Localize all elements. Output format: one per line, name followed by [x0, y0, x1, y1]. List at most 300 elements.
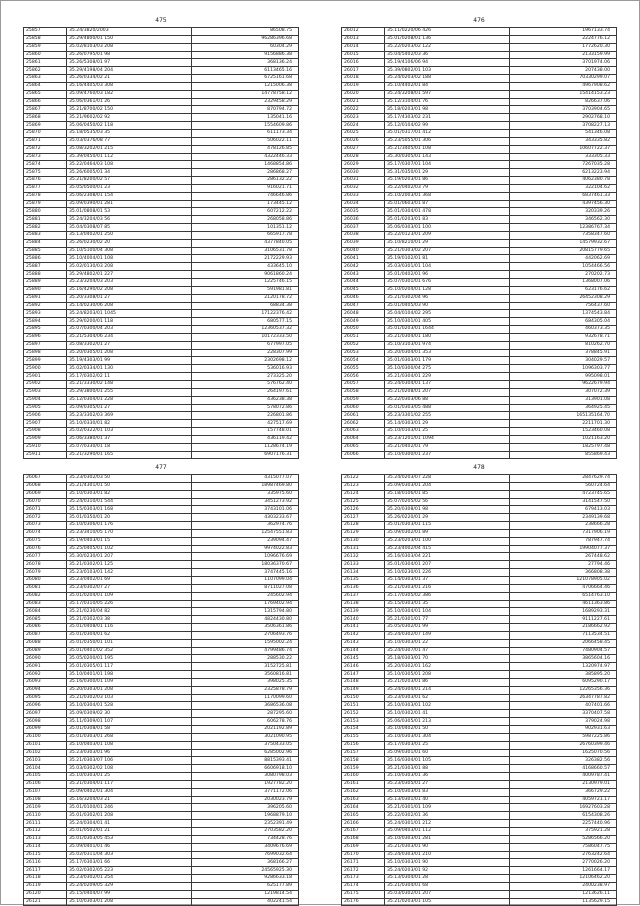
reference-code: 35.15/0303/01 35: [385, 600, 510, 608]
reference-code: 35.01/0402/01 96: [385, 271, 510, 279]
amount: 2133159.99: [510, 51, 617, 59]
entry-number: 26097: [24, 710, 67, 718]
entry-number: 25885: [24, 247, 67, 255]
table-row: [342, 67, 617, 75]
reference-code: 35.16/0300/01 109: [67, 678, 192, 686]
amount: 307072.39: [510, 388, 617, 396]
reference-code: 35.01/0502/01 21: [67, 827, 192, 835]
amount: 2847629.74: [510, 475, 617, 483]
amount: 268058.86: [192, 216, 299, 224]
entry-number: 26031: [342, 177, 385, 185]
table-row: [24, 475, 299, 483]
table-row: [342, 506, 617, 514]
amount: 2902768.10: [510, 114, 617, 122]
amount: 1968879.10: [192, 812, 299, 820]
entry-number: 26166: [342, 820, 385, 828]
table-row: [24, 443, 299, 451]
amount: 6837461.33: [510, 192, 617, 200]
register-table: [341, 474, 617, 906]
entry-number: 26013: [342, 35, 385, 43]
entry-number: 26158: [342, 757, 385, 765]
table-row: [342, 804, 617, 812]
amount: 6285002.96: [192, 749, 299, 757]
amount: 335975.60: [192, 490, 299, 498]
amount: 3141547.50: [510, 498, 617, 506]
table-row: [342, 600, 617, 608]
table-row: [342, 388, 617, 396]
reference-code: 35.21/3290/01 165: [67, 451, 192, 459]
amount: 2349139.68: [510, 514, 617, 522]
amount: 9974022.83: [192, 545, 299, 553]
reference-code: 35.10/0303/01 281: [385, 835, 510, 843]
reference-code: 35.21/5304/06 234: [67, 333, 192, 341]
reference-code: 35.06/0303/01 100: [385, 224, 510, 232]
table-row: [24, 145, 299, 153]
reference-code: 35.05/0302/01 99: [385, 624, 510, 632]
reference-code: 35.08/3202/01 215: [67, 145, 192, 153]
reference-code: 35.03/0302/02 108: [67, 765, 192, 773]
entry-number: 26036: [342, 216, 385, 224]
entry-number: 26046: [342, 294, 385, 302]
reference-code: 35.01/0204/01 109: [67, 592, 192, 600]
reference-code: 35.22/0123/01 209: [385, 231, 510, 239]
table-row: [342, 475, 617, 483]
amount: 4967908.62: [510, 82, 617, 90]
entry-number: 25896: [24, 333, 67, 341]
entry-number: 25903: [24, 388, 67, 396]
amount: 1772620.30: [510, 43, 617, 51]
amount: 1825797.48: [510, 443, 617, 451]
reference-code: 35.26/6005/01 34: [67, 169, 192, 177]
reference-code: 35.01/0302/01 208: [67, 812, 192, 820]
table-row: [24, 616, 299, 624]
table-row: [24, 396, 299, 404]
entry-number: 26068: [24, 482, 67, 490]
reference-code: 35.06/2308/01 154: [67, 192, 192, 200]
register-page-top-right: [341, 15, 617, 459]
table-row: [24, 522, 299, 530]
table-row: [24, 882, 299, 890]
reference-code: 35.12/0104/02 99: [385, 122, 510, 130]
table-row: [24, 67, 299, 75]
amount: 4168660.57: [510, 765, 617, 773]
table-row: [342, 726, 617, 734]
table-row: [342, 663, 617, 671]
table-row: [24, 98, 299, 106]
amount: 2021192.89: [192, 726, 299, 734]
entry-number: 26159: [342, 765, 385, 773]
reference-code: 35.08/3302/01 27: [67, 341, 192, 349]
amount: 2763242.64: [510, 851, 617, 859]
entry-number: 26133: [342, 561, 385, 569]
entry-number: 26129: [342, 529, 385, 537]
entry-number: 26075: [24, 537, 67, 545]
reference-code: 35.01/0203/01 83: [385, 216, 510, 224]
amount: 1213626.11: [510, 890, 617, 898]
table-row: [24, 404, 299, 412]
reference-code: 35.10/8210/01 29: [385, 239, 510, 247]
reference-code: 35.11/0220/06 426: [385, 28, 510, 36]
table-row: [24, 639, 299, 647]
reference-code: 35.01/0308/01 58: [67, 726, 192, 734]
amount: 14579932.67: [510, 239, 617, 247]
table-row: [342, 780, 617, 788]
table-row: [24, 286, 299, 294]
reference-code: 35.29/4198/04 204: [67, 67, 192, 75]
entry-number: 26148: [342, 678, 385, 686]
table-row: [342, 373, 617, 381]
table-row: [342, 129, 617, 137]
reference-code: 35.02/8103/03 208: [67, 43, 192, 51]
amount: 7480904.57: [510, 647, 617, 655]
table-row: [342, 208, 617, 216]
entry-number: 26014: [342, 43, 385, 51]
entry-number: 26095: [24, 694, 67, 702]
amount: 9111227.61: [510, 616, 617, 624]
amount: 3701974.06: [510, 59, 617, 67]
reference-code: 35.07/0300/04 203: [67, 326, 192, 334]
table-row: [342, 639, 617, 647]
table-row: [24, 624, 299, 632]
reference-code: 35.24/0203/02 188: [385, 75, 510, 83]
reference-code: 35.24/0304/01 41: [67, 820, 192, 828]
entry-number: 26073: [24, 522, 67, 530]
reference-code: 35.20/0303/01 208: [67, 686, 192, 694]
reference-code: 35.01/0350/01 20: [67, 514, 192, 522]
table-row: [342, 341, 617, 349]
table-row: [342, 396, 617, 404]
reference-code: 35.01/0303/05 488: [385, 404, 510, 412]
entry-number: 26136: [342, 584, 385, 592]
reference-code: 35.10/0401/01 198: [67, 671, 192, 679]
entry-number: 26043: [342, 271, 385, 279]
amount: 4315077.07: [192, 475, 299, 483]
table-row: [342, 318, 617, 326]
amount: 286868.27: [192, 169, 299, 177]
amount: 7586047.75: [510, 843, 617, 851]
reference-code: 35.10/0303/01 102: [385, 702, 510, 710]
entry-number: 26049: [342, 318, 385, 326]
table-row: [24, 733, 299, 741]
entry-number: 25905: [24, 404, 67, 412]
table-row: [342, 90, 617, 98]
entry-number: 25901: [24, 373, 67, 381]
table-row: [342, 694, 617, 702]
reference-code: 35.21/0203/01 105: [385, 898, 510, 906]
table-row: [24, 333, 299, 341]
reference-code: 35.29/3800/01 255: [67, 388, 192, 396]
reference-code: 35.39/0802/01 103: [385, 67, 510, 75]
table-row: [342, 365, 617, 373]
amount: 1368007.06: [510, 279, 617, 287]
amount: 273325.20: [192, 373, 299, 381]
table-row: [24, 569, 299, 577]
reference-code: 35.13/0402/01 250: [67, 231, 192, 239]
amount: 6213223.94: [510, 169, 617, 177]
table-row: [342, 380, 617, 388]
amount: 12360537.32: [192, 326, 299, 334]
entry-number: 26145: [342, 655, 385, 663]
reference-code: 35.20/0302/01 162: [385, 663, 510, 671]
reference-code: 35.17/0310/05 226: [67, 600, 192, 608]
reference-code: 35.10/2003/01 368: [385, 192, 510, 200]
amount: 8711027.08: [192, 584, 299, 592]
amount: 2130979.01: [510, 780, 617, 788]
amount: 625177.89: [192, 882, 299, 890]
entry-number: 26048: [342, 310, 385, 318]
table-row: [342, 757, 617, 765]
amount: 226801.86: [192, 412, 299, 420]
reference-code: 35.02/0334/01 130: [67, 365, 192, 373]
amount: 322104.62: [510, 184, 617, 192]
reference-code: 35.10/0305/01 208: [385, 671, 510, 679]
reference-code: 35.23/0203/01 100: [385, 537, 510, 545]
entry-number: 26138: [342, 600, 385, 608]
entry-number: 26062: [342, 420, 385, 428]
amount: 173445.12: [192, 200, 299, 208]
amount: 12547551.83: [192, 529, 299, 537]
table-row: [24, 780, 299, 788]
reference-code: 35.21/0304/01 180: [385, 333, 510, 341]
reference-code: 35.10/0204/01 128: [385, 286, 510, 294]
amount: 343335.82: [510, 137, 617, 145]
amount: 366729.22: [510, 788, 617, 796]
table-row: [342, 561, 617, 569]
amount: 333305.33: [510, 153, 617, 161]
entry-number: 25900: [24, 365, 67, 373]
reference-code: 35.26/0220/01 29: [385, 514, 510, 522]
amount: 96286396.68: [192, 35, 299, 43]
amount: 4706664.46: [510, 584, 617, 592]
amount: 18987469.80: [192, 482, 299, 490]
reference-code: 35.14/0230/06 208: [67, 302, 192, 310]
entry-number: 26131: [342, 545, 385, 553]
amount: 576762.40: [192, 380, 299, 388]
entry-number: 25873: [24, 153, 67, 161]
reference-code: 35.10/0303/01 22: [385, 639, 510, 647]
entry-number: 26106: [24, 780, 67, 788]
reference-code: 35.16/0304/01 105: [385, 757, 510, 765]
entry-number: 26172: [342, 867, 385, 875]
reference-code: 35.13/0304/01 28: [385, 875, 510, 883]
entry-number: 25902: [24, 380, 67, 388]
amount: 6154308.26: [510, 812, 617, 820]
table-row: [342, 569, 617, 577]
entry-number: 26107: [24, 788, 67, 796]
table-row: [24, 373, 299, 381]
table-row: [342, 310, 617, 318]
table-row: [342, 545, 617, 553]
entry-number: 25910: [24, 443, 67, 451]
register-page-top-left: [23, 15, 299, 459]
entry-number: 26074: [24, 529, 67, 537]
table-row: [342, 733, 617, 741]
amount: 1021163.20: [510, 435, 617, 443]
entry-number: 26077: [24, 553, 67, 561]
entry-number: 26116: [24, 859, 67, 867]
amount: 810262.70: [510, 341, 617, 349]
table-row: [342, 224, 617, 232]
amount: 4377840.05: [192, 239, 299, 247]
reference-code: 35.21/8700/02 150: [67, 106, 192, 114]
table-row: [24, 576, 299, 584]
table-row: [342, 43, 617, 51]
amount: 1967133.74: [510, 28, 617, 36]
amount: 680577.15: [192, 318, 299, 326]
amount: 368136.24: [192, 59, 299, 67]
reference-code: 35.23/5055/01 306: [385, 137, 510, 145]
amount: 560724.64: [510, 482, 617, 490]
reference-code: 35.01/0304/01 207: [385, 561, 510, 569]
reference-code: 35.24/0303/01 210: [385, 851, 510, 859]
reference-code: 35.26/5308/01 97: [67, 59, 192, 67]
amount: 12106462.20: [510, 875, 617, 883]
entry-number: 26082: [24, 592, 67, 600]
table-row: [24, 75, 299, 83]
entry-number: 26124: [342, 490, 385, 498]
entry-number: 26174: [342, 882, 385, 890]
table-row: [342, 302, 617, 310]
entry-number: 26023: [342, 114, 385, 122]
table-row: [24, 428, 299, 436]
entry-number: 25861: [24, 59, 67, 67]
table-row: [24, 757, 299, 765]
amount: 1107099.04: [192, 576, 299, 584]
reference-code: 35.29/4800/01 150: [67, 35, 192, 43]
entry-number: 26113: [24, 835, 67, 843]
table-row: [342, 482, 617, 490]
reference-code: 35.01/0808/01 53: [67, 208, 192, 216]
table-row: [24, 553, 299, 561]
entry-number: 25897: [24, 341, 67, 349]
table-row: [24, 608, 299, 616]
amount: 536016.93: [192, 365, 299, 373]
amount: 684305.04: [510, 318, 617, 326]
table-row: [24, 875, 299, 883]
reference-code: 35.23/3204/03 203: [67, 279, 192, 287]
table-row: [24, 28, 299, 36]
entry-number: 26151: [342, 702, 385, 710]
reference-code: 35.11/0309/01 107: [67, 718, 192, 726]
amount: 10172333.50: [192, 333, 299, 341]
amount: 9286633.18: [192, 875, 299, 883]
table-row: [342, 357, 617, 365]
entry-number: 25872: [24, 145, 67, 153]
amount: 378845.91: [510, 349, 617, 357]
table-row: [342, 82, 617, 90]
entry-number: 26169: [342, 843, 385, 851]
entry-number: 26100: [24, 733, 67, 741]
entry-number: 26021: [342, 98, 385, 106]
reference-code: 35.01/0401/02 352: [67, 647, 192, 655]
table-row: [24, 435, 299, 443]
table-row: [342, 98, 617, 106]
reference-code: 35.01/0305/01 117: [67, 663, 192, 671]
amount: 264197.61: [192, 388, 299, 396]
amount: 427517.69: [192, 420, 299, 428]
entry-number: 25891: [24, 294, 67, 302]
reference-code: 35.24/0209/05 329: [67, 882, 192, 890]
amount: 267448.62: [510, 553, 617, 561]
table-row: [342, 75, 617, 83]
entry-number: 26089: [24, 647, 67, 655]
amount: 238666.28: [510, 522, 617, 530]
entry-number: 25863: [24, 75, 67, 83]
register-table: [341, 27, 617, 459]
table-row: [342, 624, 617, 632]
table-row: [24, 482, 299, 490]
entry-number: 25871: [24, 137, 67, 145]
table-row: [24, 835, 299, 843]
reference-code: 35.03/0301/01 104: [385, 263, 510, 271]
reference-code: 35.21/0302/04 96: [385, 294, 510, 302]
reference-code: 35.21/0303/01 216: [385, 584, 510, 592]
amount: 506022.11: [192, 137, 299, 145]
reference-code: 35.21/3330/02 148: [67, 380, 192, 388]
entry-number: 26155: [342, 733, 385, 741]
entry-number: 26139: [342, 608, 385, 616]
amount: 3560816.81: [192, 671, 299, 679]
entry-number: 25898: [24, 349, 67, 357]
reference-code: 35.01/0405/03 90: [385, 302, 510, 310]
entry-number: 26170: [342, 851, 385, 859]
amount: 320339.26: [510, 208, 617, 216]
amount: 2770026.20: [510, 859, 617, 867]
amount: 207438.00: [510, 67, 617, 75]
table-row: [24, 545, 299, 553]
amount: 1595002.24: [192, 639, 299, 647]
table-row: [342, 537, 617, 545]
entry-number: 26087: [24, 631, 67, 639]
entry-number: 25874: [24, 161, 67, 169]
amount: 26452308.29: [510, 294, 617, 302]
amount: 3409676.69: [192, 843, 299, 851]
amount: 1135629.15: [510, 898, 617, 906]
entry-number: 25877: [24, 184, 67, 192]
amount: 101351.12: [192, 224, 299, 232]
table-row: [342, 678, 617, 686]
reference-code: 35.29/4802/01 227: [67, 271, 192, 279]
table-row: [24, 90, 299, 98]
amount: 135041.16: [192, 114, 299, 122]
reference-code: 35.10/0301/01 405: [385, 318, 510, 326]
entry-number: 26122: [342, 475, 385, 483]
amount: 436119.42: [192, 435, 299, 443]
reference-code: 35.24/0307/01 47: [385, 647, 510, 655]
amount: 679413.03: [510, 506, 617, 514]
amount: 433645.10: [192, 263, 299, 271]
reference-code: 35.21/0304/01 117: [67, 780, 192, 788]
table-row: [24, 231, 299, 239]
entry-number: 26094: [24, 686, 67, 694]
reference-code: 35.01/0304/01 62: [67, 631, 192, 639]
table-row: [342, 851, 617, 859]
table-row: [24, 184, 299, 192]
entry-number: 26119: [24, 882, 67, 890]
table-row: [24, 271, 299, 279]
entry-number: 26092: [24, 671, 67, 679]
reference-code: 35.23/3301/02 255: [385, 412, 510, 420]
table-row: [342, 200, 617, 208]
table-row: [342, 608, 617, 616]
table-row: [342, 490, 617, 498]
table-row: [342, 286, 617, 294]
amount: 239094.47: [192, 537, 299, 545]
table-row: [24, 357, 299, 365]
amount: 86508.75: [192, 28, 299, 36]
table-row: [24, 365, 299, 373]
amount: 3021090.95: [192, 733, 299, 741]
